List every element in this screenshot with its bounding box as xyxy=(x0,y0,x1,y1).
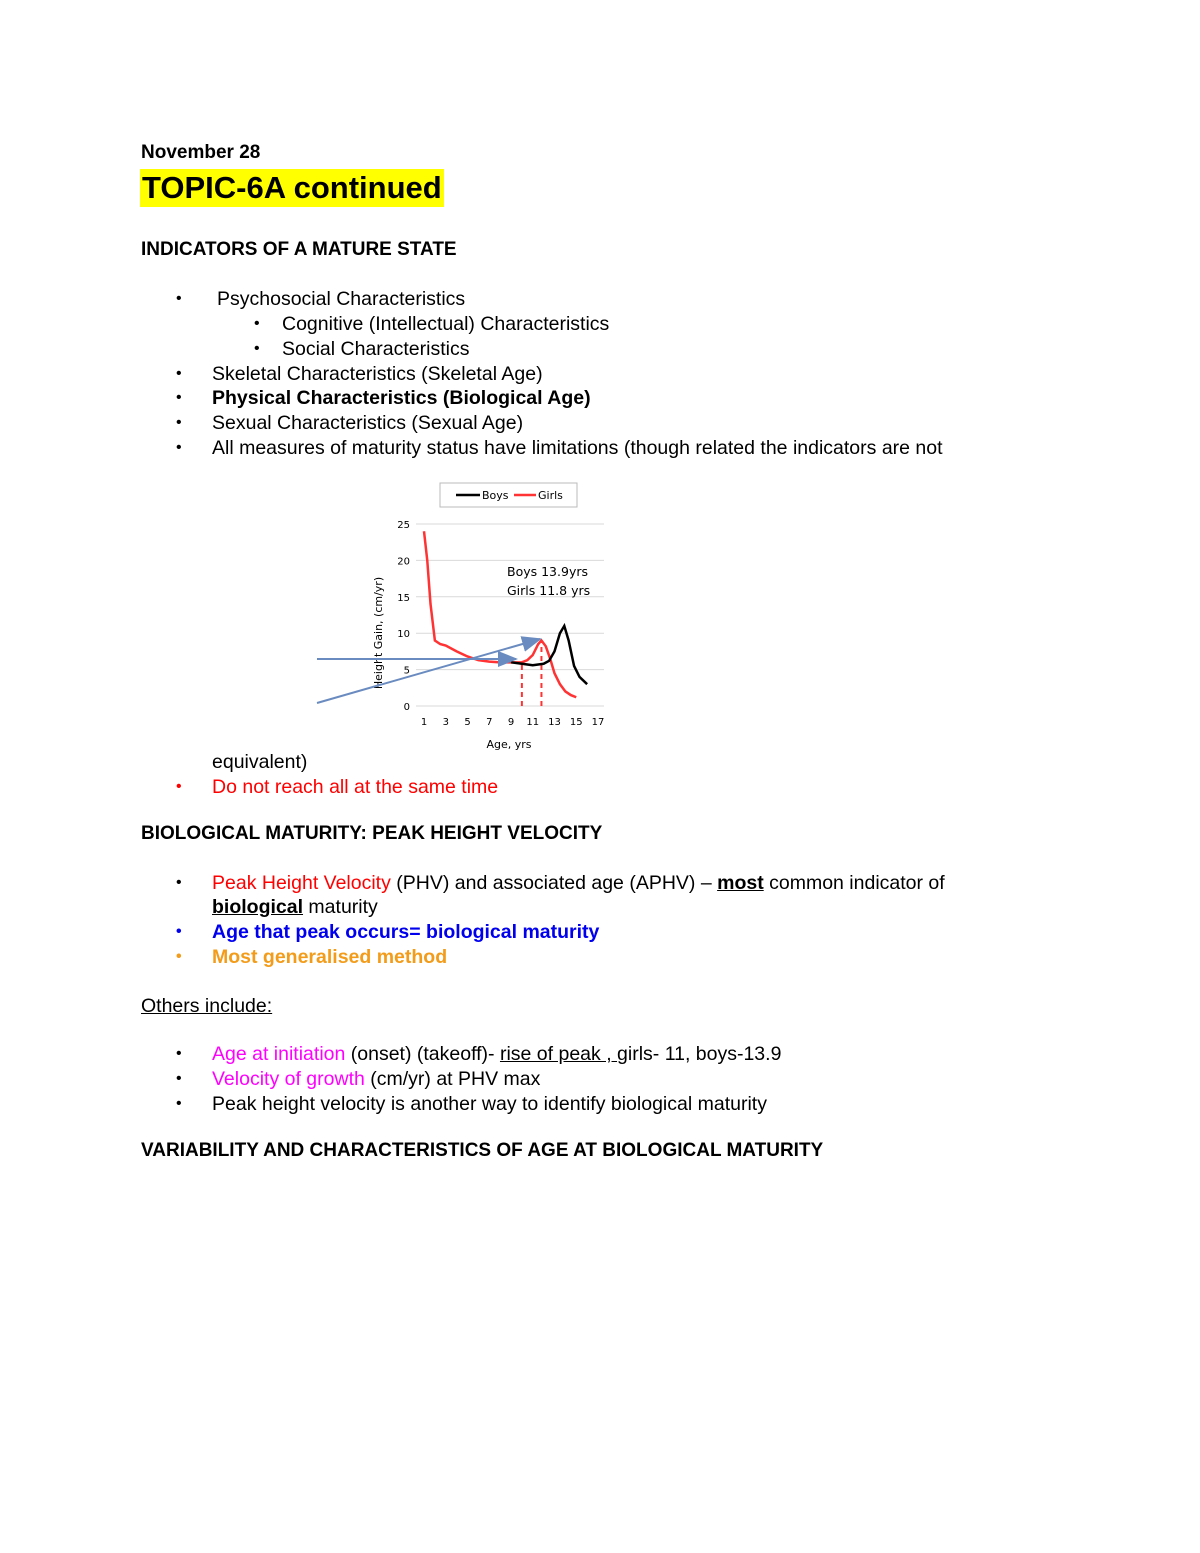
bullet-icon: • xyxy=(176,923,182,940)
list-item: Sexual Characteristics (Sexual Age) xyxy=(212,412,524,434)
height-gain-chart xyxy=(310,480,630,755)
x-tick-label: 13 xyxy=(548,717,561,728)
y-tick-label: 0 xyxy=(403,702,410,713)
bullet-icon: • xyxy=(176,874,182,891)
y-tick-label: 25 xyxy=(397,520,410,531)
text: (onset) (takeoff)- xyxy=(345,1043,500,1065)
bullet-icon: • xyxy=(176,778,182,795)
phv-text: (PHV) and associated age (APHV) – xyxy=(390,872,718,894)
list-item: Peak height velocity is another way to identify biological maturity xyxy=(212,1093,767,1115)
list-item: Most generalised method xyxy=(212,946,448,968)
list-item: Do not reach all at the same time xyxy=(212,776,499,798)
bullet-icon: • xyxy=(254,340,260,357)
underlined-text: rise of peak , xyxy=(499,1043,618,1065)
bullet-icon: • xyxy=(176,439,182,456)
bullet-icon: • xyxy=(176,389,182,406)
phv-text-2: common indicator of xyxy=(763,872,945,894)
diagonal-arrow xyxy=(317,639,540,703)
list-item: Psychosocial Characteristics xyxy=(217,288,466,310)
annotation-girls: Girls 11.8 yrs xyxy=(507,583,591,598)
term-age-initiation: Age at initiation xyxy=(212,1043,346,1065)
dashed-markers xyxy=(522,640,542,706)
list-item: Physical Characteristics (Biological Age) xyxy=(212,387,591,409)
list-item xyxy=(212,1067,540,1091)
x-tick-label: 1 xyxy=(420,717,428,728)
others-label: Others include: xyxy=(141,995,273,1017)
list-item-phv-continuation xyxy=(212,895,378,919)
chart-gridlines xyxy=(416,524,604,706)
bullet-icon: • xyxy=(176,1070,182,1087)
bullet-icon: • xyxy=(176,948,182,965)
section-heading-indicators: INDICATORS OF A MATURE STATE xyxy=(141,239,457,260)
bullet-icon: • xyxy=(254,315,260,332)
list-item: Age that peak occurs= biological maturity xyxy=(212,921,600,943)
y-axis-label: Height Gain, (cm/yr) xyxy=(372,576,385,690)
x-tick-label: 9 xyxy=(507,717,515,728)
text: girls- 11, boys-13.9 xyxy=(617,1043,782,1065)
x-axis-label: Age, yrs xyxy=(486,738,532,751)
x-tick-labels xyxy=(421,717,605,728)
list-item: All measures of maturity status have limitations (though related the indicators are not xyxy=(212,437,943,459)
x-tick-label: 5 xyxy=(464,717,471,728)
series-line-girls xyxy=(424,531,576,697)
bullet-icon: • xyxy=(176,290,182,307)
list-item: Social Characteristics xyxy=(282,338,470,360)
emphasis-most: most xyxy=(717,872,764,894)
y-tick-labels xyxy=(397,520,410,713)
topic-title: TOPIC-6A continued xyxy=(142,170,442,205)
list-item: Skeletal Characteristics (Skeletal Age) xyxy=(212,363,543,385)
text: (cm/yr) at PHV max xyxy=(364,1068,541,1090)
list-item xyxy=(212,1042,781,1066)
legend-label-boys: Boys xyxy=(482,489,509,502)
y-tick-label: 10 xyxy=(397,629,410,641)
emphasis-biological: biological xyxy=(212,896,304,918)
list-item: Cognitive (Intellectual) Characteristics xyxy=(282,313,610,335)
bullet-icon: • xyxy=(176,414,182,431)
term-velocity: Velocity of growth xyxy=(212,1068,365,1090)
bullet-icon: • xyxy=(176,365,182,382)
legend-label-girls: Girls xyxy=(538,489,563,502)
x-tick-label: 3 xyxy=(442,717,449,728)
y-tick-label: 5 xyxy=(403,665,410,677)
bullet-icon: • xyxy=(176,1045,182,1062)
annotation-boys: Boys 13.9yrs xyxy=(507,564,588,579)
section-heading-phv: BIOLOGICAL MATURITY: PEAK HEIGHT VELOCITY xyxy=(141,823,603,844)
x-tick-label: 7 xyxy=(486,717,493,728)
y-tick-label: 15 xyxy=(397,592,410,604)
list-item-continuation: equivalent) xyxy=(212,751,308,773)
phv-text-3: maturity xyxy=(303,896,378,918)
y-tick-label: 20 xyxy=(397,556,410,568)
list-item-phv xyxy=(212,871,945,895)
x-tick-label: 15 xyxy=(569,717,583,728)
bullet-icon: • xyxy=(176,1095,182,1112)
section-heading-variability: VARIABILITY AND CHARACTERISTICS OF AGE AT BIOLOGICAL MATURITY xyxy=(141,1140,824,1161)
page-date: November 28 xyxy=(141,142,261,163)
x-tick-label: 17 xyxy=(591,717,605,728)
phv-term: Peak Height Velocity xyxy=(212,872,391,894)
x-tick-label: 11 xyxy=(526,717,540,728)
